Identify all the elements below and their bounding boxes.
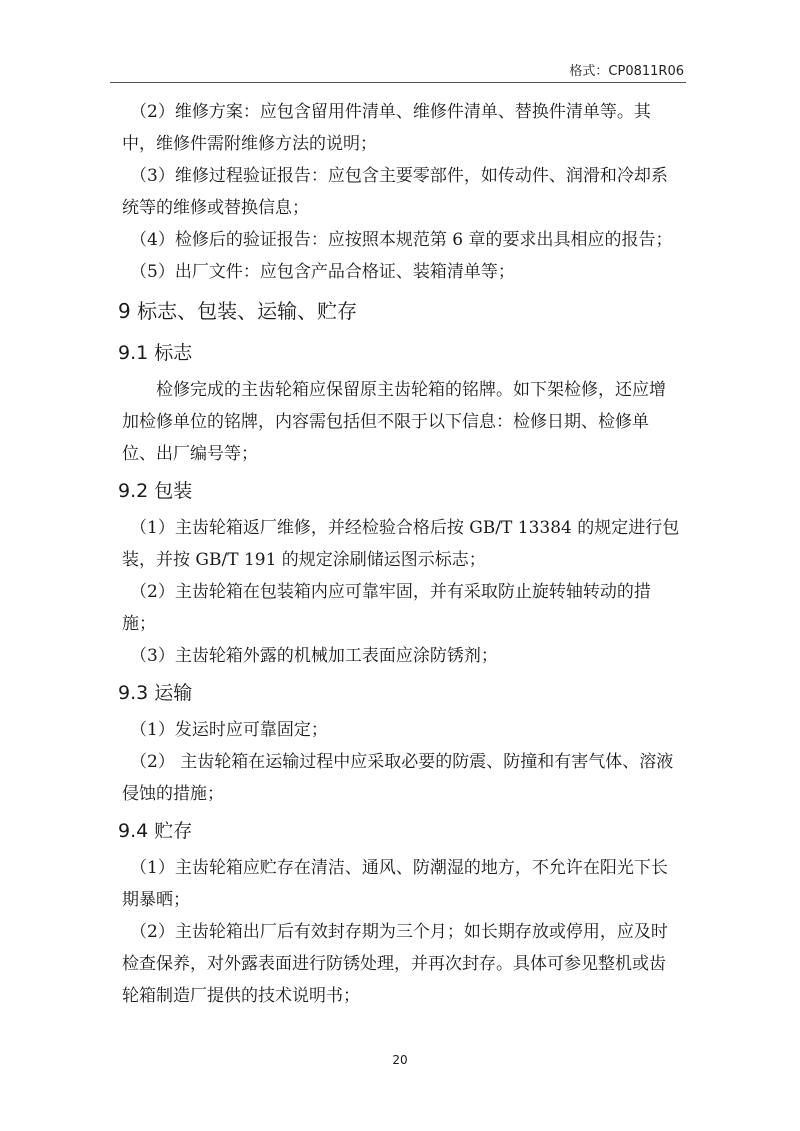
section-9-4-item-2: （2）主齿轮箱出厂后有效封存期为三个月；如长期存放或停用，应及时检查保养，对外露表面进行防锈处理，并再次封存。具体可参见整机或齿轮箱制造厂提供的技术说明书； [122,922,668,1006]
section-9-heading: 9 标志、包装、运输、贮存 [118,299,358,323]
paragraph-item-5: （5）出厂文件：应包含产品合格证、装箱清单等； [130,262,515,282]
section-9-3-item-2: （2） 主齿轮箱在运输过程中应采取必要的防震、防撞和有害气体、溶液侵蚀的措施； [122,752,674,804]
section-9-4-heading: 9.4 贮存 [118,820,193,842]
section-9-2-item-3: （3）主齿轮箱外露的机械加工表面应涂防锈剂； [130,646,498,666]
document-body [118,96,682,1012]
section-9-2-item-1: （1）主齿轮箱返厂维修，并经检验合格后按 GB/T 13384 的规定进行包装，并按 GB/T 191 的规定涂刷储运图示标志； [122,518,680,570]
section-9-2-heading: 9.2 包装 [118,480,193,502]
section-9-3-heading: 9.3 运输 [118,682,193,704]
paragraph-item-2: （2）维修方案：应包含留用件清单、维修件清单、替换件清单等。其中，维修件需附维修方法的说明； [122,102,651,154]
format-code: 格式：CP0811R06 [569,64,684,79]
section-9-1-heading: 9.1 标志 [118,342,193,364]
paragraph-item-4: （4）检修后的验证报告：应按照本规范第 6 章的要求出具相应的报告； [130,230,673,250]
header-divider [110,82,686,83]
paragraph-item-3: （3）维修过程验证报告：应包含主要零部件，如传动件、润滑和冷却系统等的维修或替换信息； [122,166,668,218]
page-number: 20 [392,1053,408,1067]
section-9-2-item-2: （2）主齿轮箱在包装箱内应可靠牢固，并有采取防止旋转轴转动的措施； [122,582,651,634]
section-9-4-item-1: （1）主齿轮箱应贮存在清洁、通风、防潮湿的地方，不允许在阳光下长期暴晒； [122,858,668,910]
section-9-3-item-1: （1）发运时应可靠固定； [130,720,328,740]
section-9-1-text: 检修完成的主齿轮箱应保留原主齿轮箱的铭牌。如下架检修，还应增加检修单位的铭牌，内容需包括但不限于以下信息：检修日期、检修单位、出厂编号等； [122,380,666,464]
